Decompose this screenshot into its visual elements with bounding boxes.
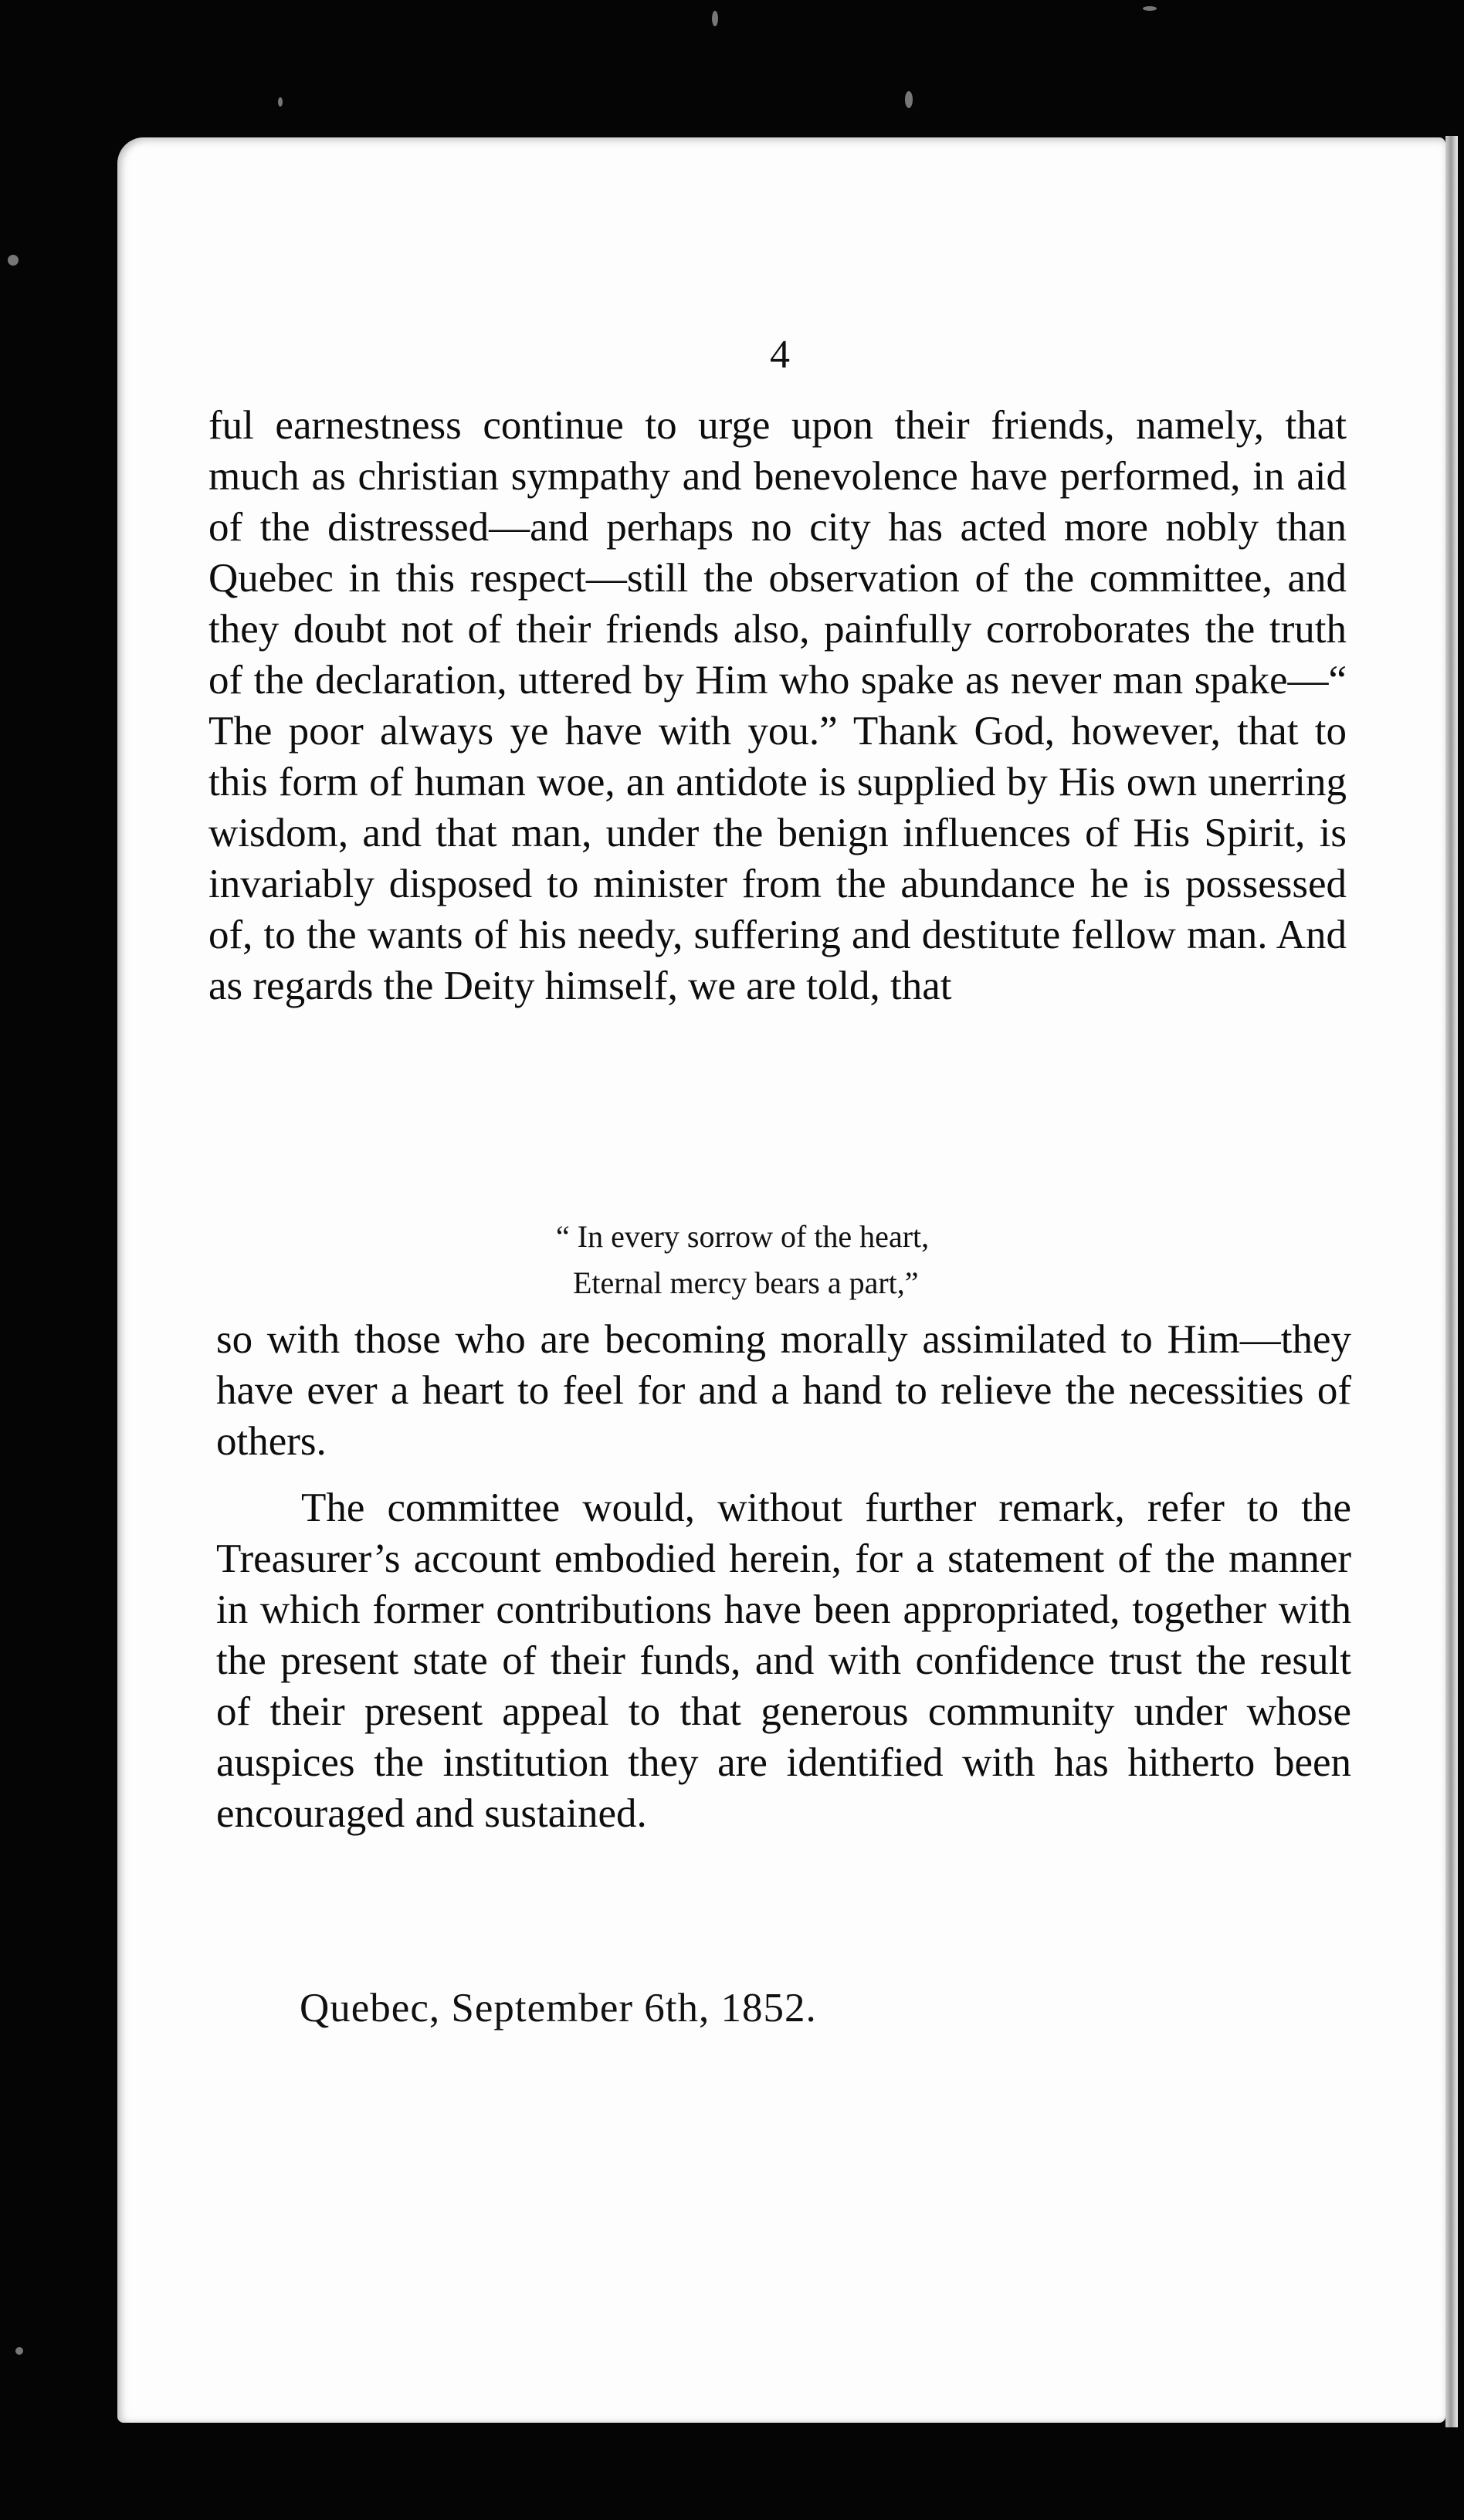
page-edge — [1445, 136, 1458, 2427]
page-number: 4 — [770, 333, 790, 377]
paragraph-continuation: ful earnestness continue to urge upon their friends, namely, that much as christian sympathy and benevolence have performed, in aid of the distressed—and perhaps no city has acted more nobly than Quebec in this respect—still the observation of the committee, and they doubt not of their friends also, painfully corroborates the truth of the declaration, uttered by Him who spake as never man spake—“ The poor always ye have with you.” Thank God, however, that to this form of human woe, an antidote is supplied by His own unerring wisdom, and that man, under the benign influences of His Spirit, is invariably disposed to minister from the abundance he is possessed of, to the wants of his needy, suffering and destitute fellow man. And as regards the Deity himself, we are told, that — [208, 403, 1347, 1008]
verse-line-1: “ In every sorrow of the heart, — [556, 1219, 930, 1254]
dateline: Quebec, September 6th, 1852. — [300, 1986, 817, 2031]
verse-line-2: Eternal mercy bears a part,” — [573, 1265, 919, 1300]
paragraph-after-verse: so with those who are becoming morally assimilated to Him—they have ever a heart to feel for and a hand to relieve the necessities of others. — [216, 1317, 1351, 1464]
paragraph-committee: The committee would, without further remark, refer to the Treasurer’s account embodied herein, for a statement of the manner in which former contributions have been appropriated, together with the present state of their funds, and with confidence trust the result of their present appeal to that generous community under whose auspices the institution they are identified with has hitherto been encouraged and sustained. — [216, 1485, 1351, 1836]
verse-quotation — [208, 1214, 1351, 1306]
